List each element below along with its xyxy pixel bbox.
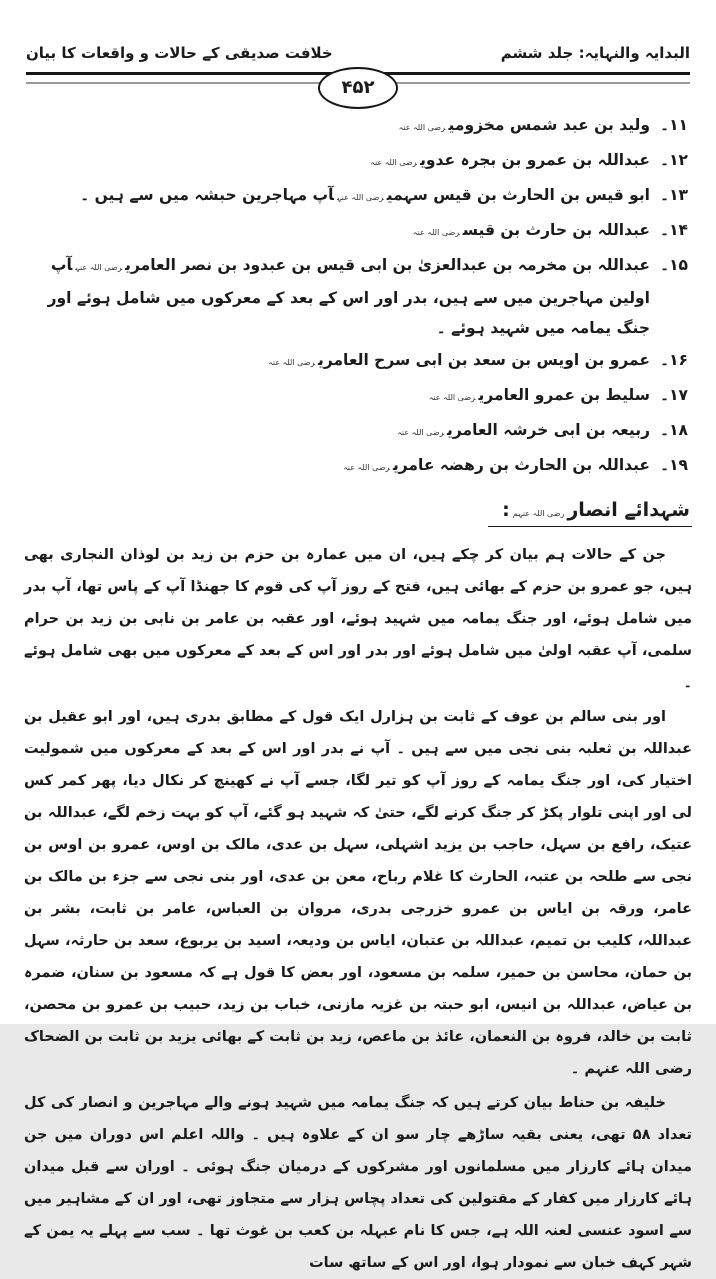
item-number: ۱۸۔ <box>659 420 688 439</box>
item-text <box>22 145 650 178</box>
paragraph-3: خلیفہ بن حناط بیان کرتے ہیں کہ جنگ یمامہ میں شہید ہونے والے مہاجرین و انصار کی کل تعداد ۵۸ تھی، یعنی بقیہ ساڑھے چار سو ان کے علاوہ ہیں ۔ واللہ اعلم اس دوران میں جن میدان ہائے کارزار میں مسلمانوں اور مشرکوں کے درمیان جنگ ہوئی ۔ اوران سے قبل میدان ہائے کارزار میں کفار کے مقتولین کی تعداد پچاس ہزار سے متجاوز تھی، اور ان کے مشاہیر میں سے اسود عنسی لعنہ اللہ ہے، جس کا نام عبہلہ بن کعب بن غوث تھا ۔ سب سے پہلے یہ یمن کے شہر کہف خبان سے نمودار ہوا، اور اس کے ساتھ سات <box>24 1094 692 1271</box>
honorific: رضی اللہ عنہ <box>336 192 384 202</box>
section-heading <box>488 499 692 527</box>
item-name: ابو قیس بن الحارث بن قیس سہمی <box>386 185 650 204</box>
item-name: سلیط بن عمرو العامری <box>478 385 650 404</box>
item-suffix: آپ اولین مہاجرین میں سے ہیں، بدر اور اس کے بعد کے معرکوں میں شامل ہوئے اور جنگ یمامہ میں شہید ہوئے ۔ <box>47 255 650 337</box>
list-item <box>22 145 688 178</box>
item-number: ۱۷۔ <box>659 385 688 404</box>
honorific: رضی اللہ عنہ <box>75 262 123 272</box>
item-name: عمرو بن اویس بن سعد بن ابی سرح العامری <box>318 350 650 369</box>
list-item <box>22 345 688 378</box>
header-titles <box>26 42 690 65</box>
item-text <box>22 415 650 448</box>
item-name: ربیعہ بن ابی خرشہ العامری <box>447 420 650 439</box>
section-heading-text: شہدائے انصار <box>567 498 690 521</box>
item-text <box>22 450 650 483</box>
list-item <box>22 250 688 343</box>
honorific: رضی اللہ عنہ <box>428 392 476 402</box>
item-name: ولید بن عبد شمس مخزومی <box>448 115 650 134</box>
item-name: عبداللہ بن الحارث بن رھضہ عامری <box>392 455 650 474</box>
item-text <box>22 250 650 343</box>
item-number: ۱۲۔ <box>659 150 688 169</box>
paragraph-2: اور بنی سالم بن عوف کے ثابت بن ہزارل ایک قول کے مطابق بدری ہیں، اور ابو عقیل بن عبداللہ بن ثعلبہ بنی نجی میں سے ہیں ۔ آپ نے بدر اور اس کے بعد کے معرکوں میں شمولیت اختیار کی، اور جنگ یمامہ کے روز آپ کو تیر لگا، جسے آپ نے کھینچ کر نکال دیا، پھر کمر کس لی اور اپنی تلوار پکڑ کر جنگ کرنے لگے، حتیٰ کہ شہید ہو گئے، آپ کو بہت زخم لگے، عبداللہ بن عتیک، رافع بن سہل، حاجب بن یزید اشہلی، سہل بن عدی، مالک بن اوس، عمرو بن اوس بن نجی سے طلحہ بن عتبہ، الحارث کا غلام رباح، معن بن عدی، اور بنی نجی سے جزء بن مالک بن عامر، ورقہ بن ایاس بن عمرو خزرجی بدری، مروان بن العباس، عامر بن ثابت، بشر بن عبداللہ، کلیب بن تمیم، عبداللہ بن عتبان، ایاس بن ودیعہ، اسید بن یربوع، سعد بن حارثہ، سہل بن حمان، محاسن بن حمیر، سلمہ بن مسعود، اور بعض کا قول ہے کہ مسعود بن سنان، ضمرہ بن عیاض، عبداللہ بن انیس، ابو حبتہ بن غزیہ مازنی، خباب بن زید، حبیب بن عمرو بن محصن، ثابت بن خالد، فروہ بن النعمان، عائذ بن ماعص، زید بن ثابت کے بھائی یزید بن ثابت بن الضحاک رضی اللہ عنہم ۔ <box>24 708 692 1077</box>
section-heading-row <box>22 485 694 537</box>
item-number: ۱۵۔ <box>659 255 688 274</box>
body-text <box>24 539 692 1279</box>
item-text <box>22 180 650 213</box>
honorific: رضی اللہ عنہ <box>343 462 390 472</box>
book-title: البدایہ والنہایہ: جلد ششم <box>500 44 690 62</box>
honorific: رضی اللہ عنہ <box>412 227 460 237</box>
header-rule <box>26 72 690 98</box>
item-text <box>22 215 650 248</box>
item-text <box>22 110 650 143</box>
item-number: ۱۱۔ <box>659 115 688 134</box>
item-number: ۱۹۔ <box>659 455 688 474</box>
item-text <box>22 380 650 413</box>
item-name: عبداللہ بن عمرو بن بجرہ عدوی <box>420 150 650 169</box>
item-name: عبداللہ بن حارث بن قیس <box>462 220 650 239</box>
list-item <box>22 450 688 483</box>
item-suffix: آپ مہاجرین حبشہ میں سے ہیں ۔ <box>80 185 334 204</box>
list-item <box>22 215 688 248</box>
chapter-title: خلافت صدیقی کے حالات و واقعات کا بیان <box>26 44 333 62</box>
honorific: رضی اللہ عنہ <box>397 427 445 437</box>
item-number: ۱۴۔ <box>659 220 688 239</box>
page-number: ۴۵۲ <box>341 77 375 98</box>
item-name: عبداللہ بن مخرمہ بن عبدالعزیٰ بن ابی قیس بن عبدود بن نصر العامری <box>125 255 650 274</box>
list-item <box>22 180 688 213</box>
list-item <box>22 380 688 413</box>
item-number: ۱۶۔ <box>659 350 688 369</box>
paragraph-1: جن کے حالات ہم بیان کر چکے ہیں، ان میں عمارہ بن حزم بن زید بن لوذان النجاری بھی ہیں، جو عمرو بن حزم کے بھائی ہیں، فتح کے روز آپ کی قوم کا جھنڈا آپ کے پاس تھا، آپ بدر میں شامل ہوئے، اور جنگ یمامہ میں شہید ہوئے، اور عقبہ بن عامر بن نابی بن زید بن حرام سلمی، آپ عقبہ اولیٰ میں شامل ہوئے اور بدر اور اس کے بعد کے معرکوں میں بھی شامل ہوئے ۔ <box>24 546 692 691</box>
honorific: رضی اللہ عنہ <box>398 122 446 132</box>
page-header <box>22 42 694 98</box>
list-item <box>22 415 688 448</box>
item-text <box>22 345 650 378</box>
martyr-list <box>22 110 688 483</box>
honorific: رضی اللہ عنہ <box>268 357 315 367</box>
list-item <box>22 110 688 143</box>
page-number-badge <box>318 67 398 109</box>
heading-colon: : <box>502 498 510 521</box>
heading-honorific: رضی اللہ عنہم <box>512 508 565 518</box>
item-number: ۱۳۔ <box>659 185 688 204</box>
honorific: رضی اللہ عنہ <box>370 157 418 167</box>
